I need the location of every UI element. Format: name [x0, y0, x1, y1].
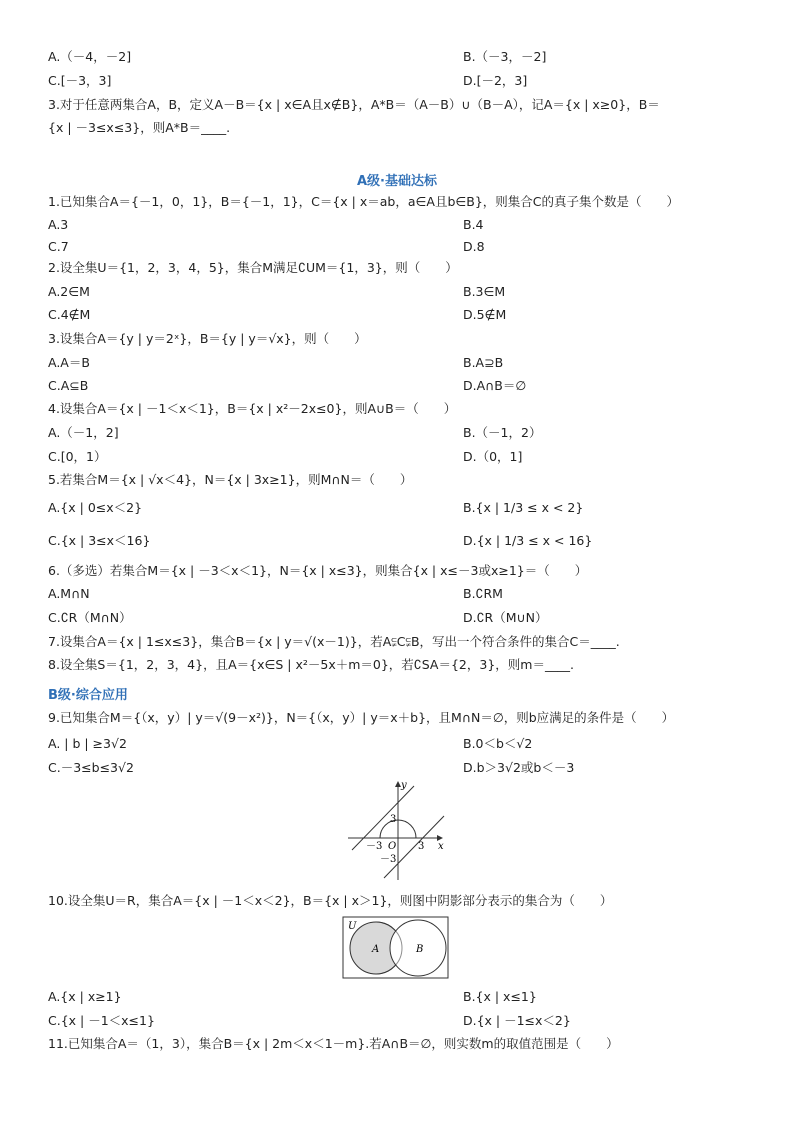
warmup-q3-line2: {x | －3≤x≤3}，则A*B＝____.	[48, 120, 231, 135]
upper-tangent-line	[352, 786, 414, 850]
q3-option-d: D.A∩B＝∅	[463, 378, 527, 393]
q11-stem: 11.已知集合A＝（1，3），集合B＝{x | 2m＜x＜1－m}.若A∩B＝∅，则实数m的取值范围是（ ）	[48, 1036, 619, 1051]
q2-stem: 2.设全集U＝{1，2，3，4，5}，集合M满足∁UM＝{1，3}，则（ ）	[48, 260, 458, 275]
q1-option-a: A.3	[48, 217, 69, 232]
q7-stem: 7.设集合A＝{x | 1≤x≤3}，集合B＝{x | y＝√(x－1)}，若A⫋C⫋B，写出一个符合条件的集合C＝____.	[48, 634, 620, 649]
section-b-title: B级·综合应用	[48, 688, 128, 703]
q5-stem: 5.若集合M＝{x | √x＜4}，N＝{x | 3x≥1}，则M∩N＝（ ）	[48, 472, 413, 487]
q9-option-d: D.b＞3√2或b＜－3	[463, 760, 575, 775]
section-a-title: A级·基础达标	[357, 174, 437, 189]
q5-option-a: A.{x | 0≤x＜2}	[48, 500, 143, 515]
x-tick-neg3: －3	[366, 841, 383, 852]
origin-label: O	[388, 841, 397, 852]
warmup-q3-line1: 3.对于任意两集合A，B，定义A－B＝{x | x∈A且x∉B}，A*B＝（A－B）∪（B－A），记A＝{x | x≥0}，B＝	[48, 97, 660, 112]
q10-venn-diagram	[342, 916, 450, 980]
q1-option-d: D.8	[463, 239, 485, 254]
q5-option-b: B.{x | 1/3 ≤ x < 2}	[463, 500, 584, 515]
q10-option-b: B.{x | x≤1}	[463, 989, 537, 1004]
q4-option-b: B.（－1，2）	[463, 425, 542, 440]
q4-option-d: D.（0，1]	[463, 449, 523, 464]
y-axis-label: y	[401, 780, 407, 791]
q6-option-c: C.∁R（M∩N）	[48, 610, 132, 625]
q6-option-b: B.∁RM	[463, 586, 503, 601]
q10-option-d: D.{x | －1≤x＜2}	[463, 1013, 571, 1028]
q8-stem: 8.设全集S＝{1，2，3，4}，且A＝{x∈S | x²－5x＋m＝0}，若∁SA＝{2，3}，则m＝____.	[48, 657, 574, 672]
warmup-q2-option-b: B.（－3，－2]	[463, 49, 547, 64]
q6-option-d: D.∁R（M∪N）	[463, 610, 548, 625]
set-b-label: B	[416, 944, 424, 955]
q5-option-d: D.{x | 1/3 ≤ x < 16}	[463, 533, 593, 548]
warmup-q2-option-c: C.[－3，3]	[48, 73, 112, 88]
universal-label: U	[348, 921, 357, 932]
set-a-label: A	[372, 944, 380, 955]
q9-stem: 9.已知集合M＝{（x，y）| y＝√(9－x²)}，N＝{（x，y）| y＝x＋b}，且M∩N＝∅，则b应满足的条件是（ ）	[48, 710, 675, 725]
q10-stem: 10.设全集U＝R，集合A＝{x | －1＜x＜2}，B＝{x | x＞1}，则图中阴影部分表示的集合为（ ）	[48, 893, 613, 908]
q4-option-c: C.[0，1）	[48, 449, 107, 464]
x-axis-label: x	[438, 841, 444, 852]
q1-option-b: B.4	[463, 217, 484, 232]
q4-stem: 4.设集合A＝{x | －1＜x＜1}，B＝{x | x²－2x≤0}，则A∪B＝（ ）	[48, 401, 457, 416]
q4-option-a: A.（－1，2]	[48, 425, 119, 440]
q3-option-a: A.A＝B	[48, 355, 90, 370]
warmup-q2-option-d: D.[－2，3]	[463, 73, 528, 88]
q9-graph-figure	[340, 776, 450, 886]
q10-option-a: A.{x | x≥1}	[48, 989, 122, 1004]
q9-option-b: B.0＜b＜√2	[463, 736, 533, 751]
q3-option-b: B.A⊇B	[463, 355, 504, 370]
q1-option-c: C.7	[48, 239, 69, 254]
warmup-q2-option-a: A.（－4，－2]	[48, 49, 132, 64]
q10-option-c: C.{x | －1＜x≤1}	[48, 1013, 155, 1028]
q9-option-a: A. | b | ≥3√2	[48, 736, 127, 751]
q1-stem: 1.已知集合A＝{－1，0，1}，B＝{－1，1}，C＝{x | x＝ab，a∈A且b∈B}，则集合C的真子集个数是（ ）	[48, 194, 680, 209]
q5-option-c: C.{x | 3≤x＜16}	[48, 533, 151, 548]
x-tick-3: 3	[418, 841, 425, 852]
q2-option-b: B.3∈M	[463, 284, 506, 299]
y-tick-3: 3	[390, 814, 397, 825]
y-tick-neg3: －3	[380, 854, 397, 865]
q3-stem: 3.设集合A＝{y | y＝2ˣ}，B＝{y | y＝√x}，则（ ）	[48, 331, 367, 346]
q2-option-a: A.2∈M	[48, 284, 90, 299]
q3-option-c: C.A⊆B	[48, 378, 89, 393]
q2-option-c: C.4∉M	[48, 307, 91, 322]
q6-option-a: A.M∩N	[48, 586, 90, 601]
q2-option-d: D.5∉M	[463, 307, 507, 322]
q9-option-c: C.－3≤b≤3√2	[48, 760, 134, 775]
q6-stem: 6.（多选）若集合M＝{x | －3＜x＜1}，N＝{x | x≤3}，则集合{x | x≤－3或x≥1}＝（ ）	[48, 563, 588, 578]
